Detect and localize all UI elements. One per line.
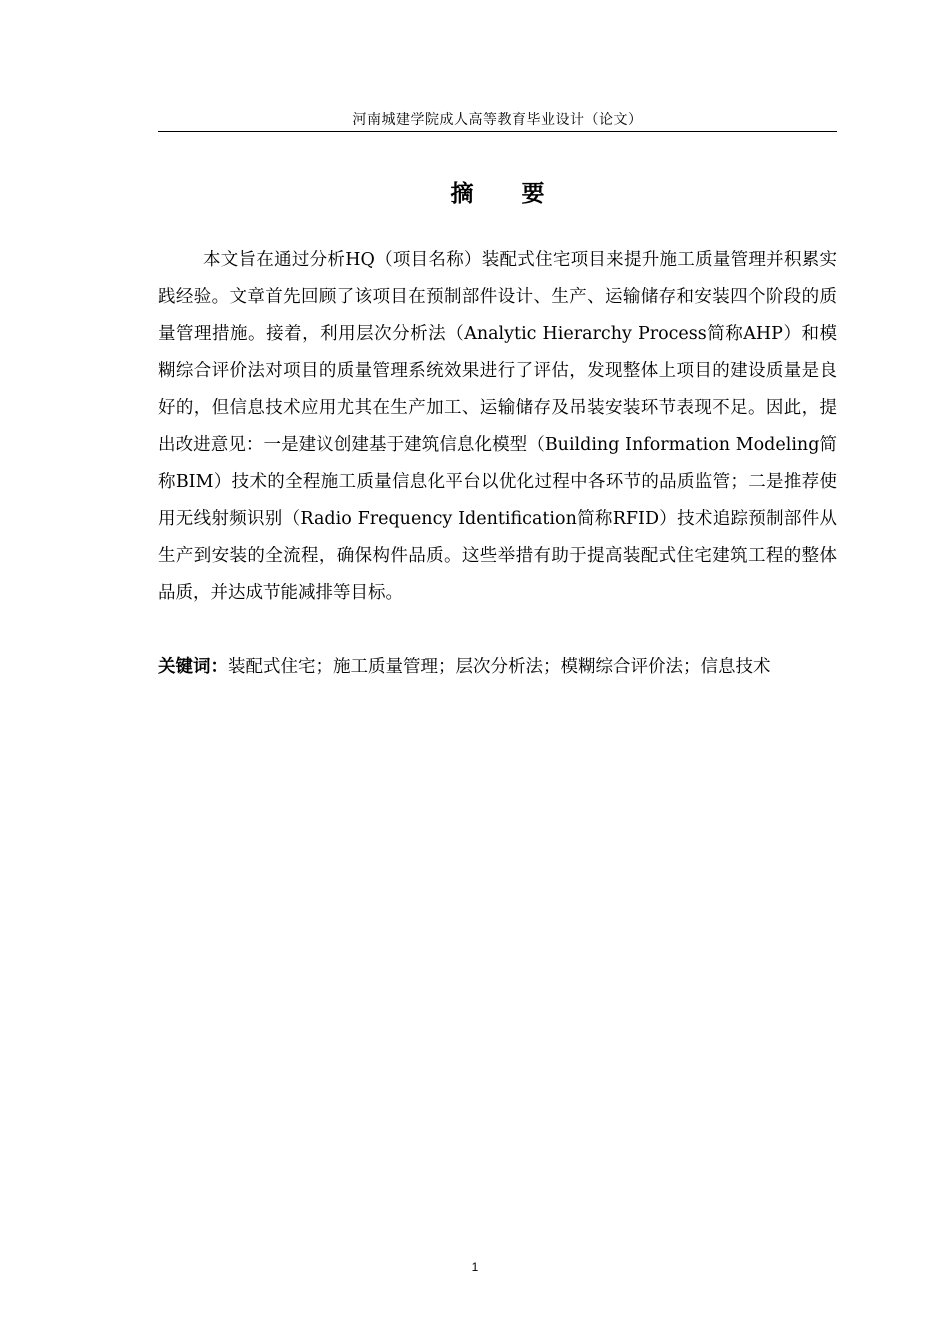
keywords-label: 关键词：	[158, 657, 228, 677]
keywords-line	[158, 651, 837, 683]
page-number: 1	[471, 1260, 479, 1274]
header-rule	[158, 131, 837, 132]
keywords-text: 装配式住宅；施工质量管理；层次分析法；模糊综合评价法；信息技术	[228, 657, 771, 677]
running-header: 河南城建学院成人高等教育毕业设计（论文）	[352, 112, 643, 128]
abstract-title: 摘 要	[450, 181, 565, 207]
abstract-body: 本文旨在通过分析HQ（项目名称）装配式住宅项目来提升施工质量管理并积累实践经验。文章首先回顾了该项目在预制部件设计、生产、运输储存和安装四个阶段的质量管理措施。接着，利用层次分析法（Analytic Hierarchy Process简称AHP）和模糊综合评价法对项目的质量管理系统效果进行了评估，发现整体上项目的建设质量是良好的，但信息技术应用尤其在生产加工、运输储存及吊装安装环节表现不足。因此，提出改进意见：一是建议创建基于建筑信息化模型（Building Information Modeling简称BIM）技术的全程施工质量信息化平台以优化过程中各环节的品质监管；二是推荐使用无线射频识别（Radio Frequency Identification简称RFID）技术追踪预制部件从生产到安装的全流程，确保构件品质。这些举措有助于提高装配式住宅建筑工程的整体品质，并达成节能减排等目标。	[158, 250, 837, 603]
